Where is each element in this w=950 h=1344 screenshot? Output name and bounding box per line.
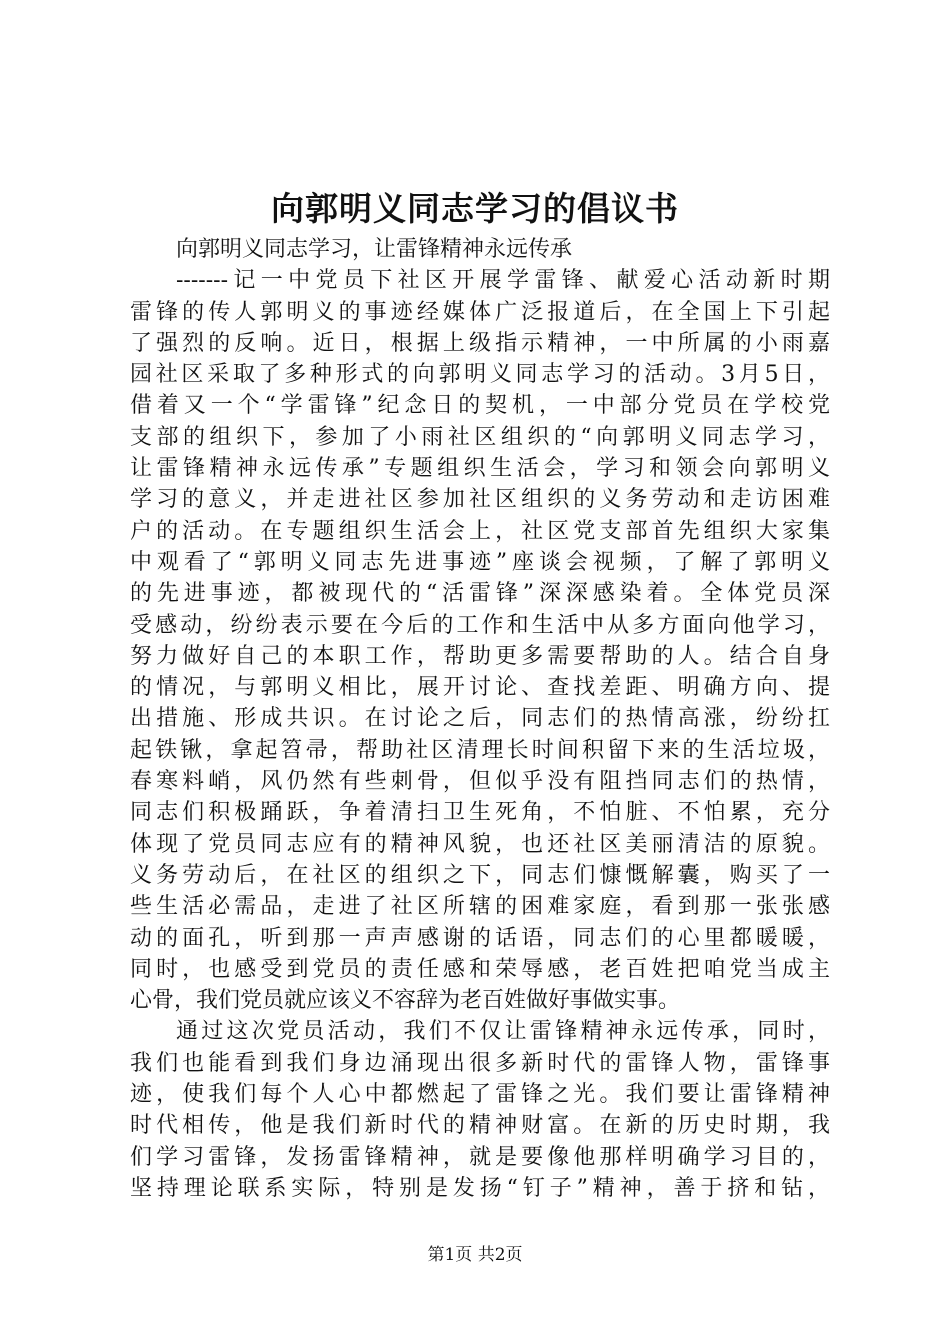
body-line: 了强烈的反响。近日，根据上级指示精神，一中所属的小雨嘉 — [130, 330, 830, 356]
body-line: 我们也能看到我们身边涌现出很多新时代的雷锋人物，雷锋事 — [130, 1050, 830, 1076]
body-line: 的先进事迹，都被现代的“活雷锋”深深感染着。全体党员深 — [130, 581, 830, 607]
body-line: 体现了党员同志应有的精神风貌，也还社区美丽清洁的原貌。 — [130, 831, 830, 857]
subtitle-line: 向郭明义同志学习，让雷锋精神永远传承 — [176, 237, 573, 262]
page-number-footer: 第1页 共2页 — [427, 1245, 523, 1265]
body-line: -------记一中党员下社区开展学雷锋、献爱心活动新时期 — [176, 268, 830, 294]
body-line: 坚持理论联系实际，特别是发扬“钉子”精神，善于挤和钻， — [130, 1175, 830, 1201]
body-line: 们学习雷锋，发扬雷锋精神，就是要像他那样明确学习目的， — [130, 1144, 830, 1170]
body-line: 时代相传，他是我们新时代的精神财富。在新的历史时期，我 — [130, 1113, 830, 1139]
body-line: 春寒料峭，风仍然有些刺骨，但似乎没有阻挡同志们的热情， — [130, 769, 830, 795]
body-line: 中观看了“郭明义同志先进事迹”座谈会视频，了解了郭明义 — [130, 549, 830, 575]
body-line: 义务劳动后，在社区的组织之下，同志们慷慨解囊，购买了一 — [130, 862, 830, 888]
body-line: 学习的意义，并走进社区参加社区组织的义务劳动和走访困难 — [130, 487, 830, 513]
body-line: 的情况，与郭明义相比，展开讨论、查找差距、明确方向、提 — [130, 675, 830, 701]
body-line: 雷锋的传人郭明义的事迹经媒体广泛报道后，在全国上下引起 — [130, 299, 830, 325]
document-body — [130, 234, 830, 1204]
body-line: 支部的组织下，参加了小雨社区组织的“向郭明义同志学习， — [130, 424, 830, 450]
body-line: 园社区采取了多种形式的向郭明义同志学习的活动。3月5日， — [130, 362, 830, 388]
body-line: 受感动，纷纷表示要在今后的工作和生活中从多方面向他学习， — [130, 612, 830, 638]
body-line: 些生活必需品，走进了社区所辖的困难家庭，看到那一张张感 — [130, 894, 830, 920]
body-line: 努力做好自己的本职工作，帮助更多需要帮助的人。结合自身 — [130, 643, 830, 669]
body-line: 通过这次党员活动，我们不仅让雷锋精神永远传承，同时， — [176, 1019, 830, 1045]
document-title: 向郭明义同志学习的倡议书 — [271, 189, 679, 228]
body-line: 户的活动。在专题组织生活会上，社区党支部首先组织大家集 — [130, 518, 830, 544]
body-line: 出措施、形成共识。在讨论之后，同志们的热情高涨，纷纷扛 — [130, 706, 830, 732]
body-line: 起铁锹，拿起笤帚，帮助社区清理长时间积留下来的生活垃圾， — [130, 737, 830, 763]
body-line: 心骨，我们党员就应该义不容辞为老百姓做好事做实事。 — [130, 988, 681, 1014]
body-line: 让雷锋精神永远传承”专题组织生活会，学习和领会向郭明义 — [130, 456, 830, 482]
body-line: 同时，也感受到党员的责任感和荣辱感，老百姓把咱党当成主 — [130, 956, 830, 982]
body-line: 动的面孔，听到那一声声感谢的话语，同志们的心里都暖暖， — [130, 925, 830, 951]
body-line: 借着又一个“学雷锋”纪念日的契机，一中部分党员在学校党 — [130, 393, 830, 419]
body-line: 同志们积极踊跃，争着清扫卫生死角，不怕脏、不怕累，充分 — [130, 800, 830, 826]
body-line: 迹，使我们每个人心中都燃起了雷锋之光。我们要让雷锋精神 — [130, 1082, 830, 1108]
